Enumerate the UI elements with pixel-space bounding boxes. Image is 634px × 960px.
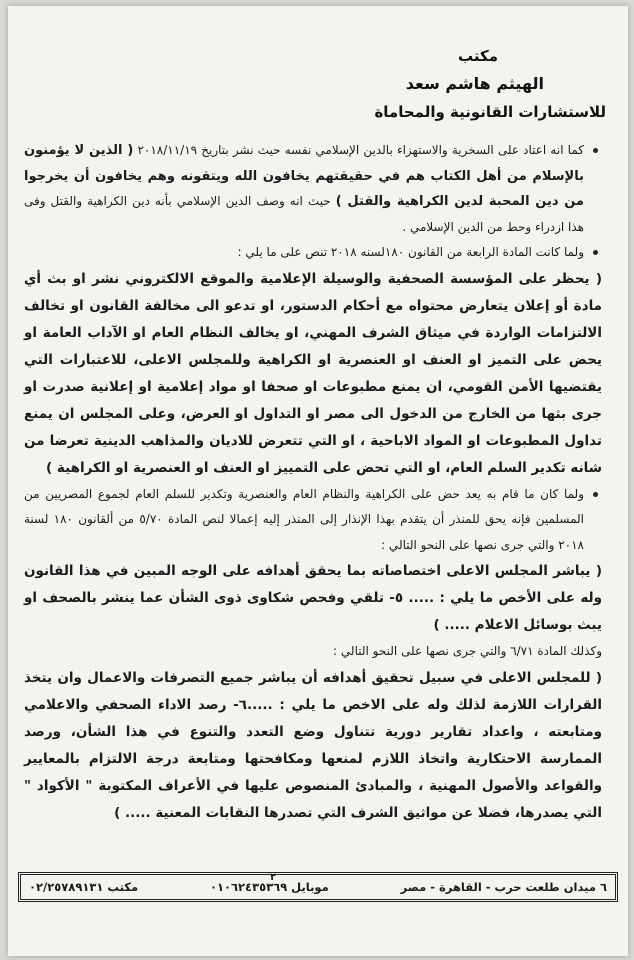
footer-mobile: موبايل ٠١٠٦٢٤٣٥٣٦٩ [209,880,329,894]
letterhead-specialty: للاستشارات القانونية والمحاماة [374,103,606,121]
paragraph-article-70-intro: ولما كان ما قام به يعد حض على الكراهية والنظام العام والعنصرية وتكدير للسلم العام لجموع المصريين من المسلمين فإنه يحق للمنذر أن يتقدم بهذا الإنذار إلى المنذر إليه إعمالا لنص المادة ٥/٧٠ من ألقانون ١٨٠ لسنة ٢٠١٨ والتي جرى نصها على النحو التالي : [24,482,602,559]
document-body [24,138,602,827]
quote-article-71: ( للمجلس الاعلى في سبيل تحقيق أهدافه أن يباشر جميع التصرفات والاعمال وان يتخذ القرارات اللازمة لذلك وله على الاخص ما يلي : .....٦- رصد الاداء الصحفي والاعلامي ومتابعته ، واعداد تقارير دورية تتناول وضع التعدد والتنوع في هذا الشأن، ورصد الممارسة الاحتكارية واتخاذ اللازم لمنعها ومكافحتها ومتابعة درجة الالتزام بالمعايير والقواعد والأصول المهنية ، والمبادئ المنصوص عليها في الأعراف المكتوبة " الأكواد " التي يصدرها، فضلا عن مواثيق الشرف التي تصدرها النقابات المعنية ..... ) [24,669,602,821]
paragraph-publication [24,138,602,240]
paragraph-text: كما انه اعتاد على السخرية والاستهزاء بالدين الإسلامي نفسه حيث نشر بتاريخ ٢٠١٨/١١/١٩ [133,143,584,157]
footer-address: ٦ ميدان طلعت حرب - القاهرة - مصر [400,880,607,894]
letterhead-office: مكتب [457,47,498,65]
page-number: ٢ [270,872,277,883]
quoted-post: ( الذين لا يؤمنون بالإسلام من أهل الكتاب هم في حقيقتهم يخافون الله ويتقونه وهم يخافون أن يخرجوا من دين المحبة لدين الكراهية والقتل ) [24,143,584,209]
quote-article-70: ( يباشر المجلس الاعلى اختصاصاته بما يحقق أهدافه على الوجه المبين في هذا القانون وله على الأخص ما يلي : ..... ٥- تلقي وفحص شكاوى ذوى الشأن عما ينشر بالصحف او يبث بوسائل الاعلام ..... ) [24,563,602,633]
footer-office-phone: مكتب ٠٢/٢٥٧٨٩١٣١ [29,880,139,894]
paragraph-article-71-intro: وكذلك المادة ٦/٧١ والتي جرى نصها على النحو التالي : [333,644,602,658]
quote-article-4: ( يحظر على المؤسسة الصحفية والوسيلة الإعلامية والموقع الالكتروني نشر او بث أي مادة أو إعلان يتعارض محتواه مع أحكام الدستور، او تدعو الى مخالفة القانون او تخالف الالتزامات الواردة في ميثاق الشرف المهني، او يخالف النظام العام او الآداب العامة او يحض على التميز او العنف او العنصرية او الكراهية وللمجلس الاعلى، للاعتبارات التي يقتضيها الأمن القومي، ان يمنع مطبوعات او صحفا او مواد إعلامية او إعلانية صدرت او جرى بثها من الخارج من الدخول الى مصر او التداول او العرض، وعلى المجلس ان يمنع تداول المطبوعات او المواد الاباحية ، او التي تتعرض للاديان والمذاهب الدينية تعرضا من شانه تكدير السلم العام، او التي تحض على التمييز او العنف او العنصرية او الكراهية ) [24,270,602,476]
letterhead [346,42,606,126]
footer-contact-box [18,872,618,902]
document-page [8,6,628,956]
paragraph-article-4-intro: ولما كانت المادة الرابعة من القانون ١٨٠لسنه ٢٠١٨ تنص على ما يلي : [24,240,602,266]
paragraph-text: حيث انه وصف الدين الإسلامي بأنه دين الكراهية والقتل وفى هذا ازدراء وحط من الدين الإسلامي . [24,194,584,234]
letterhead-name: الهيثم هاشم سعد [405,74,544,93]
